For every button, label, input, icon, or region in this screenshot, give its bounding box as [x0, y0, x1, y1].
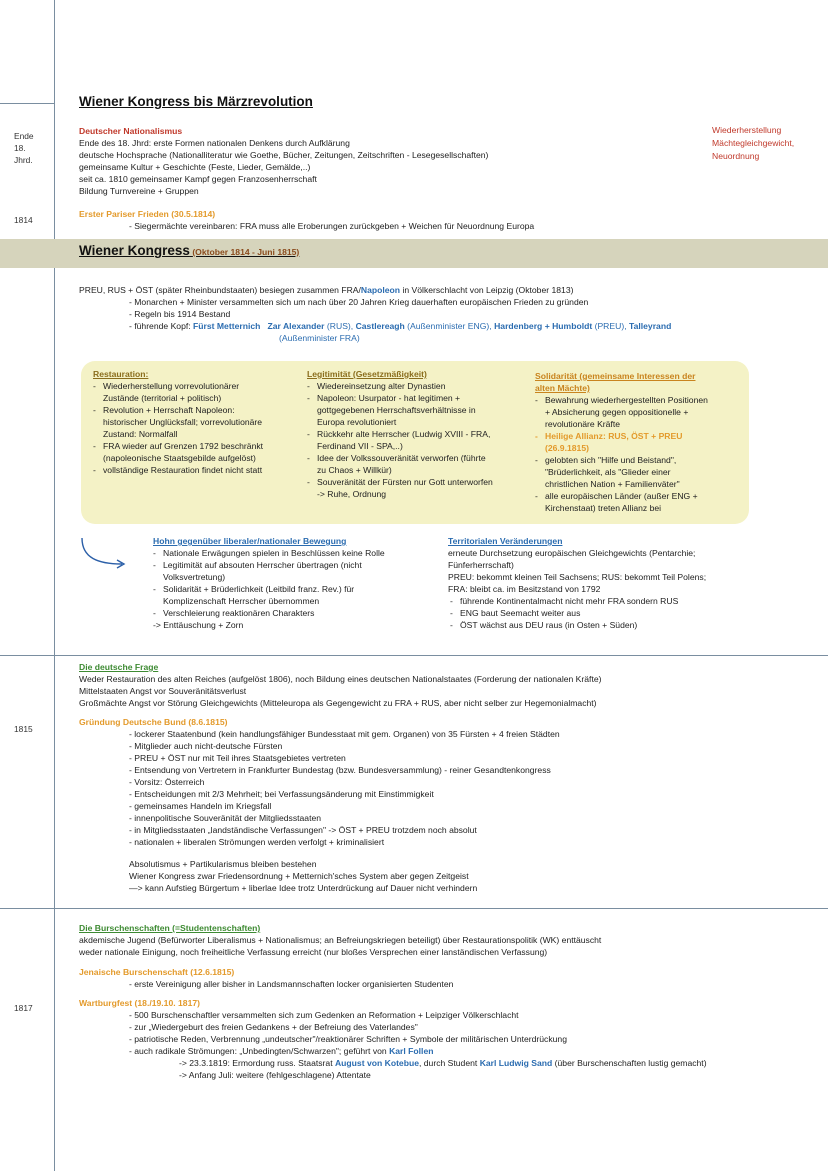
text-line: (Außenminister FRA): [279, 333, 360, 343]
year-label: 1817: [14, 1003, 33, 1013]
text-line: -> Anfang Juli: weitere (fehlgeschlagene) Attentate: [179, 1070, 371, 1080]
timeline-line: [54, 0, 55, 1171]
person-name: August von Kotebue: [334, 1058, 419, 1068]
text-line: - Siegermächte vereinbaren: FRA muss alle Eroberungen zurückgeben + Weichen für Neuordnung Europa: [129, 221, 535, 231]
section-heading: Wartburgfest (18./19.10. 1817): [79, 998, 200, 1008]
side-note: [712, 124, 794, 163]
section-heading: Die deutsche Frage: [79, 662, 159, 672]
text-line: weder nationale Einigung, noch freiheitliche Verfassung erreicht (nur bloßes Versprechen einer lanständischen Verfassung): [79, 947, 548, 957]
list-item: - Souveränität der Fürsten nur Gott unterworfen -> Ruhe, Ordnung: [307, 476, 497, 500]
section-divider: [0, 655, 828, 656]
congress-dates: (Oktober 1814 - Juni 1815): [192, 247, 300, 257]
hohn-section: [153, 535, 413, 631]
year-label: 1815: [14, 724, 33, 734]
text-line: [79, 320, 671, 332]
year-label: 1814: [14, 215, 33, 225]
text-line: [79, 1045, 707, 1057]
text-line: -> Enttäuschung + Zorn: [153, 620, 244, 630]
section-heading: Erster Pariser Frieden (30.5.1814): [79, 209, 216, 219]
bund-section: [79, 716, 560, 894]
congress-intro: [79, 284, 671, 344]
bullet-list: [307, 380, 497, 500]
text-line: - Entsendung von Vertretern in Frankfurter Bundestag (bzw. Bundesversammlung) - reiner Gesandtenkongress: [129, 765, 551, 775]
section-heading: Die Burschenschaften (=Studentenschaften): [79, 923, 261, 933]
text-line: FRA: bleibt ca. im Besitzstand von 1792: [448, 584, 601, 594]
text-line: - gemeinsames Handeln im Kriegsfall: [129, 801, 272, 811]
text-line: [79, 284, 671, 296]
side-note-line: Neuordnung: [712, 151, 760, 161]
solidaritaet-column: [535, 370, 710, 514]
page-title: Wiener Kongress bis Märzrevolution: [79, 94, 313, 109]
text-line: gemeinsame Kultur + Geschichte (Feste, Lieder, Gemälde,..): [79, 162, 311, 172]
text-line: [79, 1057, 707, 1069]
list-item: - Legitimität auf absouten Herrscher übertragen (nicht Volksvertretung): [153, 559, 413, 583]
text-line: - nationalen + liberalen Strömungen werden verfolgt + kriminalisiert: [129, 837, 385, 847]
text-line: - zur „Wiedergeburt des freien Gedankens + der Befreiung des Vaterlandes": [129, 1022, 418, 1032]
column-heading: Solidarität (gemeinsame Interessen der alten Mächte): [535, 371, 696, 393]
person-name: Castlereagh: [355, 321, 405, 331]
wartburg-section: [79, 997, 707, 1081]
legitimitaet-column: [307, 368, 497, 500]
timeline-divider: [0, 103, 54, 104]
section-divider: [0, 908, 828, 909]
list-item: - Nationale Erwägungen spielen in Beschlüssen keine Rolle: [153, 547, 413, 559]
congress-title: Wiener Kongress: [79, 243, 190, 258]
list-item: - Idee der Volkssouveränität verworfen (führte zu Chaos + Willkür): [307, 452, 497, 476]
list-item: - FRA wieder auf Grenzen 1792 beschränkt (napoleonische Staatsgebilde aufgelöst): [93, 440, 273, 464]
text-span: (RUS),: [324, 321, 356, 331]
section-heading: Gründung Deutsche Bund (8.6.1815): [79, 717, 228, 727]
text-line: erneute Durchsetzung europäischen Gleichgewichts (Pentarchie;: [448, 548, 696, 558]
person-name: Fürst Metternich: [193, 321, 261, 331]
list-item: - alle europäischen Länder (außer ENG + Kirchenstaat) treten Allianz bei: [535, 490, 710, 514]
text-line: akdemische Jugend (Befürworter Liberalismus + Nationalismus; an Befreiungskriegen beteiligt) über Restaurationspolitik (WK) enttäuscht: [79, 935, 602, 945]
list-item: - Wiedereinsetzung alter Dynastien: [307, 380, 497, 392]
text-line: - erste Vereinigung aller bisher in Landsmannschaften locker organisierten Studenten: [129, 979, 454, 989]
person-name: Hardenberg + Humboldt: [494, 321, 593, 331]
text-line: Bildung Turnvereine + Gruppen: [79, 186, 199, 196]
list-item: - ÖST wächst aus DEU raus (in Osten + Süden): [450, 619, 738, 631]
text-line: - Entscheidungen mit 2/3 Mehrheit; bei Verfassungsänderung mit Einstimmigkeit: [129, 789, 434, 799]
year-label: Ende 18. Jhrd.: [14, 131, 34, 165]
restauration-column: [93, 368, 273, 476]
bullet-list: [448, 595, 738, 631]
text-line: - innenpolitische Souveränität der Mitgliedsstaaten: [129, 813, 322, 823]
text-line: - Mitglieder auch nicht-deutsche Fürsten: [129, 741, 283, 751]
person-name: Zar Alexander: [267, 321, 325, 331]
text-line: PREU: bekommt kleinen Teil Sachsens; RUS: bekommt Teil Polens;: [448, 572, 707, 582]
list-item: - gelobten sich "Hilfe und Beistand", "Brüderlichkeit, als "Glieder einer christlichen Nation + Familienväter": [535, 454, 710, 490]
list-item: - Wiederherstellung vorrevolutionärer Zustände (territorial + politisch): [93, 380, 273, 404]
list-item: - führende Kontinentalmacht nicht mehr FRA sondern RUS: [450, 595, 738, 607]
text-span: PREU, RUS + ÖST (später Rheinbundstaaten) besiegen zusammen FRA/: [79, 285, 361, 295]
section-heading: Hohn gegenüber liberaler/nationaler Bewegung: [153, 536, 347, 546]
list-item: - Heilige Allianz: RUS, ÖST + PREU (26.9.1815): [535, 430, 710, 454]
text-span: , durch Student: [419, 1058, 480, 1068]
text-line: Großmächte Angst vor Störung Gleichgewichts (Mitteleuropa als Gegengewicht zu FRA + RUS, aber nicht selber zur Hegemonialmacht): [79, 698, 597, 708]
text-span: (Außenminister ENG),: [404, 321, 495, 331]
side-note-line: Mächtegleichgewicht,: [712, 138, 795, 148]
section-heading: Deutscher Nationalismus: [79, 126, 183, 136]
territorial-section: [448, 535, 738, 631]
text-line: - Vorsitz: Österreich: [129, 777, 205, 787]
bullet-list: [93, 380, 273, 476]
text-span: -> 23.3.1819: Ermordung russ. Staatsrat: [179, 1058, 335, 1068]
list-item: - ENG baut Seemacht weiter aus: [450, 607, 738, 619]
text-line: Mittelstaaten Angst vor Souveränitätsverlust: [79, 686, 247, 696]
text-line: - patriotische Reden, Verbrennung „undeutscher"/reaktionärer Schriften + Symbole der militärischen Unterdrückung: [129, 1034, 567, 1044]
list-item: - Napoleon: Usurpator - hat legitimen + gottgegebenen Herrschaftsverhältnisse in Europa revolutioniert: [307, 392, 497, 428]
person-name: Talleyrand: [628, 321, 672, 331]
nationalism-section: [79, 125, 488, 197]
paris-section: [79, 208, 534, 232]
list-item: - Revolution + Herrschaft Napoleon: historischer Unglücksfall; vorrevolutionäre Zustand: Normalfall: [93, 404, 273, 440]
text-line: - 500 Burschenschaftler versammelten sich zum Gedenken an Reformation + Leipziger Völkerschlacht: [129, 1010, 519, 1020]
section-heading: Jenaische Burschenschaft (12.6.1815): [79, 967, 235, 977]
text-line: Ende des 18. Jhrd: erste Formen nationalen Denkens durch Aufklärung: [79, 138, 350, 148]
jenaische-section: [79, 966, 453, 990]
list-item: - Rückkehr alte Herrscher (Ludwig XVIII - FRA, Ferdinand VII - SPA,..): [307, 428, 497, 452]
text-span: - auch radikale Strömungen: „Unbedingten/Schwarzen"; geführt von: [129, 1046, 390, 1056]
text-span: in Völkerschlacht von Leipzig (Oktober 1813): [400, 285, 574, 295]
person-name: Napoleon: [360, 285, 401, 295]
text-line: Wiener Kongress zwar Friedensordnung + Metternich'sches System aber gegen Zeitgeist: [129, 871, 469, 881]
text-span: - führende Kopf:: [129, 321, 194, 331]
column-heading: Legitimität (Gesetzmäßigkeit): [307, 369, 427, 379]
text-line: deutsche Hochsprache (Nationalliteratur wie Goethe, Bücher, Zeitungen, Zeitschriften - Lesegesellschaften): [79, 150, 489, 160]
bullet-list: [153, 547, 413, 619]
bullet-list: [535, 394, 710, 514]
text-line: Weder Restauration des alten Reiches (aufgelöst 1806), noch Bildung eines deutschen Nationalstaates (Forderung der nationalen Kräfte): [79, 674, 602, 684]
burschenschaften-section: [79, 922, 601, 958]
text-line: - in Mitgliedsstaaten „landständische Verfassungen" -> ÖST + PREU trotzdem noch absolut: [129, 825, 477, 835]
list-item: - vollständige Restauration findet nicht statt: [93, 464, 273, 476]
text-line: —> kann Aufstieg Bürgertum + liberlae Idee trotz Unterdrückung auf Dauer nicht verhindern: [129, 883, 478, 893]
list-item: - Bewahrung wiederhergestellten Positionen + Absicherung gegen oppositionelle + revolutionäre Kräfte: [535, 394, 710, 430]
text-line: - Regeln bis 1914 Bestand: [129, 309, 231, 319]
list-item: - Verschleierung reaktionären Charakters: [153, 607, 413, 619]
text-line: Absolutismus + Partikularismus bleiben bestehen: [129, 859, 317, 869]
text-line: - lockerer Staatenbund (kein handlungsfähiger Bundesstaat mit gem. Organen) von 35 Fürsten + 4 freien Städten: [129, 729, 560, 739]
section-heading: Territorialen Veränderungen: [448, 536, 563, 546]
list-item: - Solidarität + Brüderlichkeit (Leitbild franz. Rev.) für Komplizenschaft Herrscher übernommen: [153, 583, 413, 607]
side-note-line: Wiederherstellung: [712, 125, 782, 135]
curved-arrow-icon: [76, 536, 132, 570]
text-line: Fünferherrschaft): [448, 560, 514, 570]
person-name: Karl Ludwig Sand: [479, 1058, 553, 1068]
column-heading: Restauration:: [93, 369, 149, 379]
person-name: Karl Follen: [389, 1046, 434, 1056]
congress-heading: [79, 245, 299, 258]
text-line: - PREU + ÖST nur mit Teil ihres Staatsgebietes vertreten: [129, 753, 346, 763]
text-line: - Monarchen + Minister versammelten sich um nach über 20 Jahren Krieg dauerhaften europäischen Frieden zu gründen: [129, 297, 589, 307]
text-span: (PREU),: [592, 321, 629, 331]
text-span: (über Burschenschaften lustig gemacht): [552, 1058, 707, 1068]
deutsche-frage-section: [79, 661, 601, 709]
text-line: seit ca. 1810 gemeinsamer Kampf gegen Franzosenherrschaft: [79, 174, 317, 184]
